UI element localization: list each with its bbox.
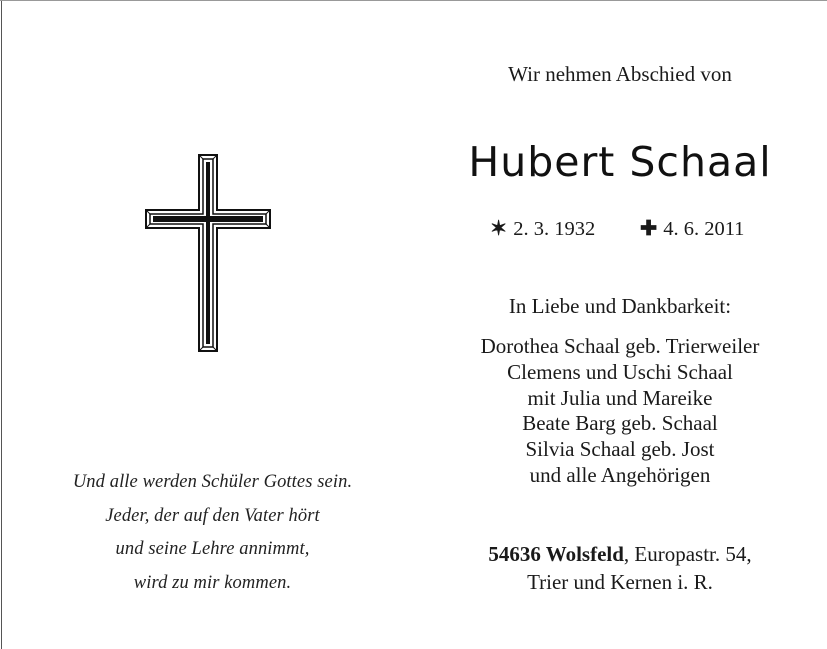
card-left-edge xyxy=(1,0,2,649)
address-street: , Europastr. 54, xyxy=(623,542,752,566)
cross-small-icon: ✚ xyxy=(640,218,658,240)
list-item: Beate Barg geb. Schaal xyxy=(522,411,718,436)
verse-line: Jeder, der auf den Vater hört xyxy=(105,505,320,526)
verse-line: und seine Lehre annimmt, xyxy=(115,539,310,559)
death-date: 4. 6. 2011 xyxy=(663,218,745,240)
birth-date: 2. 3. 1932 xyxy=(513,218,596,240)
address-line-2: Trier und Kernen i. R. xyxy=(527,570,713,594)
address-line-1 xyxy=(450,540,790,568)
list-item: mit Julia und Mareike xyxy=(527,385,713,410)
cross-icon xyxy=(145,154,271,352)
list-item: Clemens und Uschi Schaal xyxy=(507,359,733,384)
star-icon: ✶ xyxy=(490,218,508,240)
verse-line: Und alle werden Schüler Gottes sein. xyxy=(72,472,353,492)
verse-line: wird zu mir kommen. xyxy=(133,572,292,593)
address-block xyxy=(450,540,790,596)
death-date-group xyxy=(640,216,744,241)
intro-text: Wir nehmen Abschied von xyxy=(508,62,732,86)
list-item: Silvia Schaal geb. Jost xyxy=(525,437,715,462)
mourners-list xyxy=(450,334,790,489)
bible-verse xyxy=(40,466,385,600)
list-item: und alle Angehörigen xyxy=(529,462,711,487)
card-top-edge xyxy=(0,0,827,1)
birth-date-group xyxy=(490,216,595,241)
list-item: Dorothea Schaal geb. Trierweiler xyxy=(480,334,760,358)
address-postal-town: 54636 Wolsfeld xyxy=(488,542,624,566)
dedication-heading: In Liebe und Dankbarkeit: xyxy=(508,294,732,318)
deceased-name: Hubert Schaal xyxy=(468,138,772,186)
